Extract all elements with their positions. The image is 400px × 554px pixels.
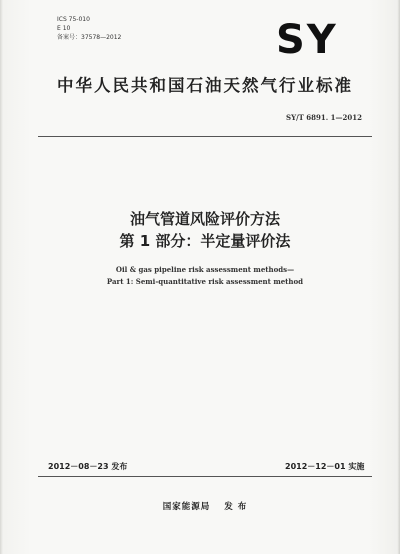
- sy-logo: SY: [276, 17, 338, 63]
- ccs-number: E 10: [57, 25, 71, 32]
- standard-category-title: 中华人民共和国石油天然气行业标准: [57, 76, 353, 95]
- record-number: 备案号：37578—2012: [57, 34, 122, 41]
- chinese-title-line-1: 油气管道风险评价方法: [129, 210, 280, 228]
- english-title-line-1: Oil & gas pipeline risk assessment methods—: [115, 265, 295, 274]
- english-title-line-2: Part 1: Semi-quantitative risk assessment method: [106, 277, 304, 286]
- chinese-title-line-2: 第 1 部分：半定量评价法: [119, 232, 291, 250]
- bottom-divider: [38, 476, 372, 477]
- publisher-action: 发 布: [224, 502, 248, 512]
- left-page-edge: [0, 0, 3, 554]
- standard-code: SY/T 6891. 1—2012: [286, 113, 362, 122]
- top-divider: [38, 136, 372, 137]
- publisher-line: [40, 500, 370, 512]
- implementation-date: 2012－12－01 实施: [285, 462, 365, 471]
- ics-number: ICS 75-010: [57, 16, 90, 23]
- publisher-name: 国家能源局: [162, 502, 211, 512]
- issue-date: 2012－08－23 发布: [48, 462, 128, 471]
